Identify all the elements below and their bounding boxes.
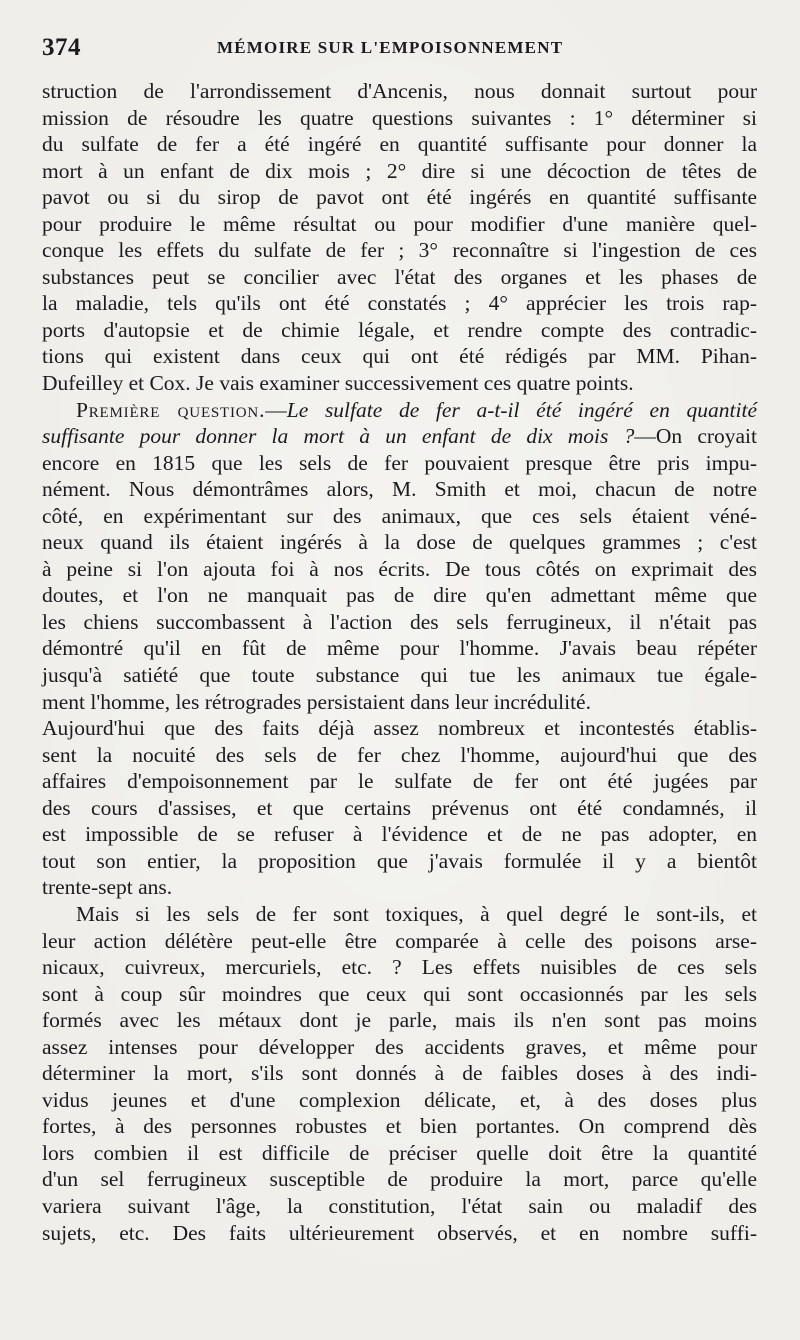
text-line: ports d'autopsie et de chimie légale, et rendre compte des contradic- [42,317,757,342]
text-line: sent la nocuité des sels de fer chez l'homme, aujourd'hui que des [42,742,757,767]
text-line: pour produire le même résultat ou pour modifier d'une manière quel- [42,211,757,236]
text-line: démontré qu'il en fût de même pour l'homme. J'avais beau répéter [42,636,757,661]
text-line: la maladie, tels qu'ils ont été constatés ; 4° apprécier les trois rap- [42,291,757,316]
text-line: variera suivant l'âge, la constitution, l'état sain ou maladif des [42,1193,757,1218]
text-line: affaires d'empoisonnement par le sulfate de fer ont été jugées par [42,769,757,794]
question-continuation-line [42,423,757,450]
text-line: d'un sel ferrugineux susceptible de produire la mort, parce qu'elle [42,1167,757,1192]
text-line: tions qui existent dans ceux qui ont été rédigés par MM. Pihan- [42,344,757,369]
text-line: côté, en expérimentant sur des animaux, que ces sels étaient véné- [42,503,757,528]
text-line: trente-sept ans. [42,875,173,900]
text-line: conque les effets du sulfate de fer ; 3° reconnaître si l'ingestion de ces [42,238,757,263]
text-line: nicaux, cuivreux, mercuriels, etc. ? Les effets nuisibles de ces sels [42,955,757,980]
text-line: est impossible de se refuser à l'évidence et de ne pas adopter, en [42,822,757,847]
body-text [42,78,757,1246]
text-line: sont à coup sûr moindres que ceux qui sont occasionnés par les sels [42,981,757,1006]
text-line: Mais si les sels de fer sont toxiques, à quel degré le sont-ils, et [76,901,757,926]
text-line: doutes, et l'on ne manquait pas de dire qu'en admettant même que [42,583,757,608]
text-line: struction de l'arrondissement d'Ancenis, nous donnait surtout pour [42,79,757,103]
text-line: nément. Nous démontrâmes alors, M. Smith et moi, chacun de notre [42,477,757,502]
text-line: mission de résoudre les quatre questions suivantes : 1° déterminer si [42,105,757,130]
text-line: mort à un enfant de dix mois ; 2° dire si une décoction de têtes de [42,158,757,183]
text-line: ment l'homme, les rétrogrades persistaient dans leur incrédulité. [42,689,591,714]
text-line: Aujourd'hui que des faits déjà assez nombreux et incontestés établis- [42,716,757,741]
text-line: tout son entier, la proposition que j'avais formulée il y a bientôt [42,848,757,873]
text-line: assez intenses pour développer des accidents graves, et même pour [42,1034,757,1059]
text-line: pavot ou si du sirop de pavot ont été ingérés en quantité suffisante [42,185,757,210]
em-dash: — [265,397,287,422]
text-line: encore en 1815 que les sels de fer pouvaient presque être pris impu- [42,450,757,475]
text-fragment: On croyait [655,424,758,449]
page-header [42,34,754,70]
question-heading-line [42,397,757,424]
question-text: Le sulfate de fer a-t-il été ingéré en quantité [286,397,757,422]
text-line: neux quand ils étaient ingérés à la dose de quelques grammes ; c'est [42,530,757,555]
em-dash: — [634,424,656,449]
text-line: du sulfate de fer a été ingéré en quantité suffisante pour donner la [42,132,757,157]
running-title: MÉMOIRE SUR L'EMPOISONNEMENT [217,38,564,57]
text-line: vidus jeunes et d'une complexion délicate, et, à des doses plus [42,1087,757,1112]
text-line: substances peut se concilier avec l'état des organes et les phases de [42,264,757,289]
page-number: 374 [42,34,81,61]
text-line: sujets, etc. Des faits ultérieurement observés, et en nombre suffi- [42,1220,757,1245]
text-line: déterminer la mort, s'ils sont donnés à de faibles doses à des indi- [42,1061,757,1086]
text-line: les chiens succombassent à l'action des sels ferrugineux, il n'était pas [42,609,757,634]
text-line: formés avec les métaux dont je parle, mais ils n'en sont pas moins [42,1008,757,1033]
text-line: jusqu'à satiété que toute substance qui tue les animaux tue égale- [42,663,757,688]
text-line: des cours d'assises, et que certains prévenus ont été condamnés, il [42,795,757,820]
text-line: Dufeilley et Cox. Je vais examiner successivement ces quatre points. [42,371,634,396]
text-line: à peine si l'on ajouta foi à nos écrits. De tous côtés on exprimait des [42,556,757,581]
question-text: suffisante pour donner la mort à un enfant de dix mois ? [42,424,635,449]
section-heading: Première question. [76,397,266,422]
text-line: leur action délétère peut-elle être comparée à celle des poisons arse- [42,928,757,953]
text-line: fortes, à des personnes robustes et bien portantes. On comprend dès [42,1114,757,1139]
text-line: lors combien il est difficile de préciser quelle doit être la quantité [42,1140,757,1165]
